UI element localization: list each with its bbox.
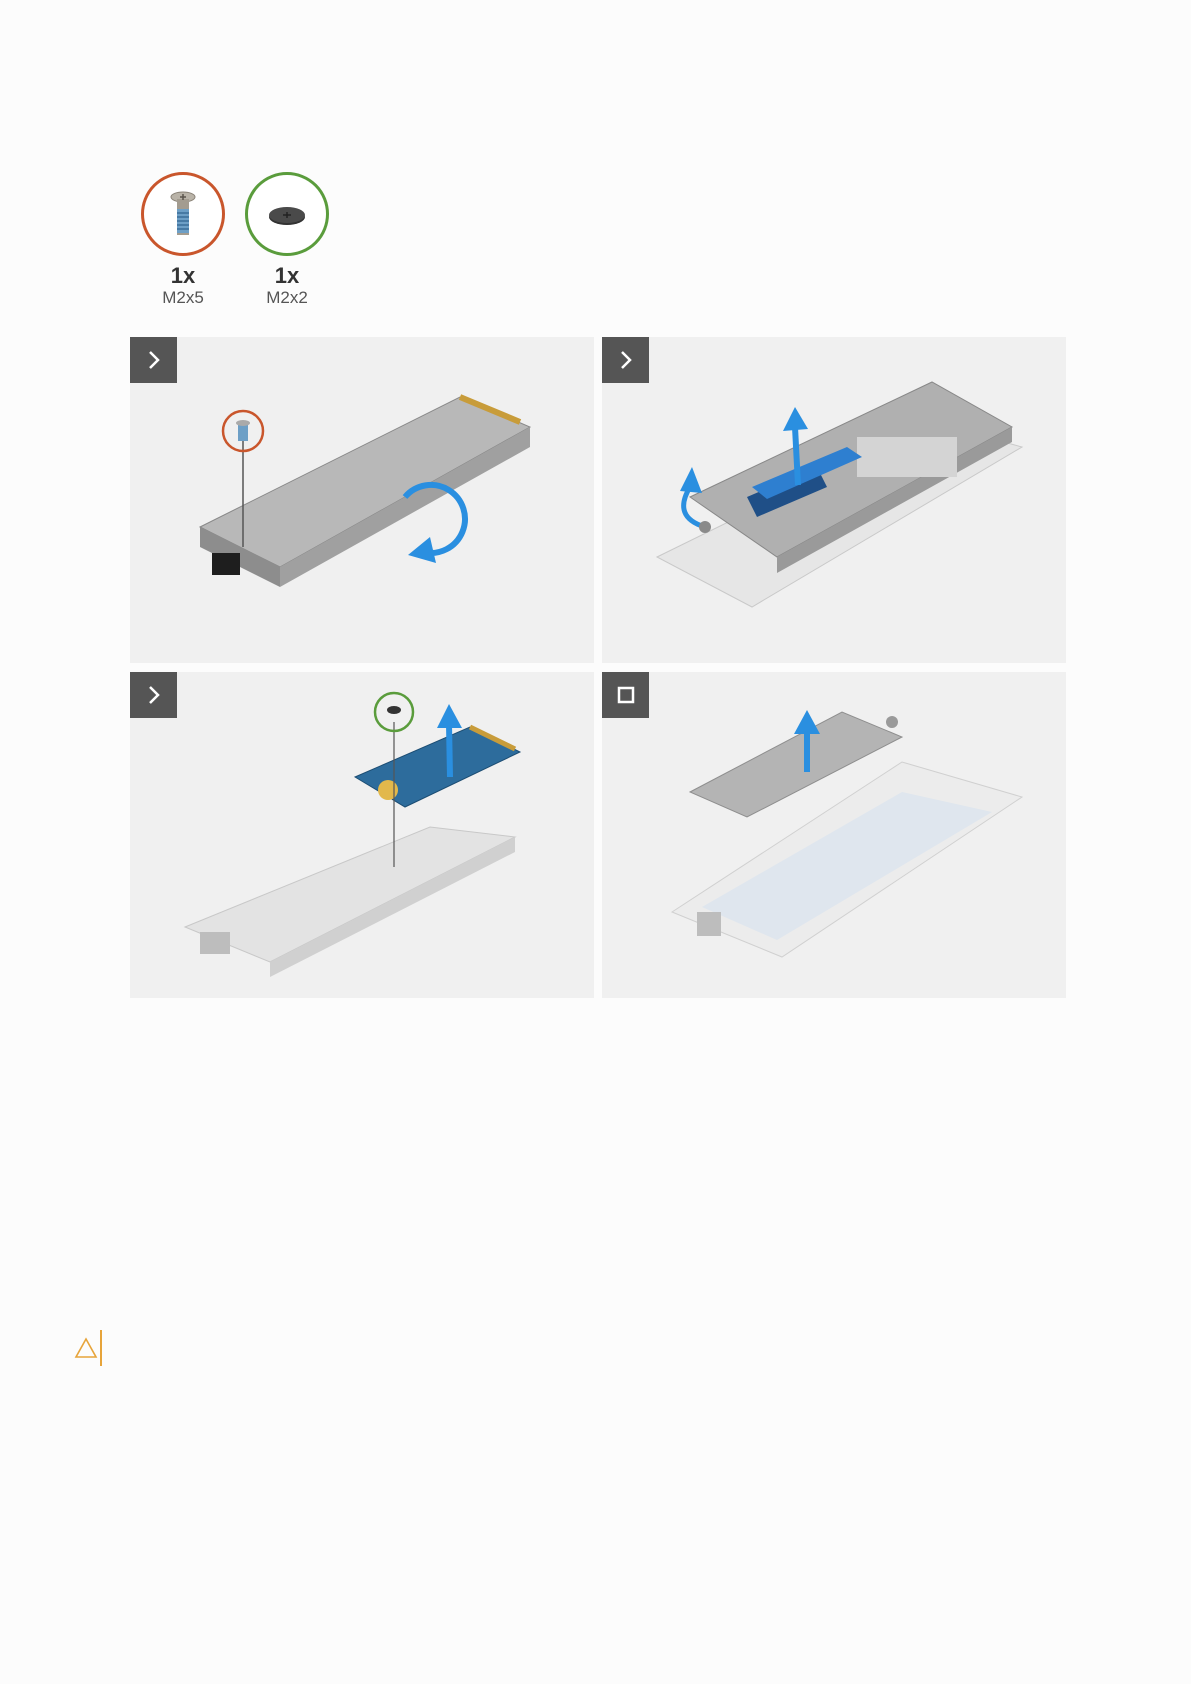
screw-m2x2-icon xyxy=(245,172,329,256)
screw-m2x5-icon xyxy=(141,172,225,256)
caution-triangle-icon xyxy=(74,1337,98,1359)
step-panel-2 xyxy=(602,337,1066,663)
caution-bar xyxy=(100,1330,102,1366)
step-panel-1 xyxy=(130,337,594,663)
ssd-shield-screw-illustration xyxy=(130,337,594,663)
screw-size: M2x2 xyxy=(266,288,308,307)
caution-marker xyxy=(74,1330,102,1366)
screw-qty: 1x xyxy=(170,263,196,288)
shield-lift-illustration xyxy=(602,672,1066,998)
ssd-card-removal-illustration xyxy=(130,672,594,998)
step-panel-3 xyxy=(130,672,594,998)
step-next-icon xyxy=(602,337,649,383)
step-end-icon xyxy=(602,672,649,718)
screw-item-m2x5 xyxy=(138,172,228,308)
screw-item-m2x2 xyxy=(242,172,332,308)
screw-qty: 1x xyxy=(274,263,300,288)
screw-size: M2x5 xyxy=(162,288,204,307)
screw-legend xyxy=(138,172,332,308)
step-next-icon xyxy=(130,672,177,718)
step-panel-4 xyxy=(602,672,1066,998)
step-next-icon xyxy=(130,337,177,383)
shield-flex-release-illustration xyxy=(602,337,1066,663)
